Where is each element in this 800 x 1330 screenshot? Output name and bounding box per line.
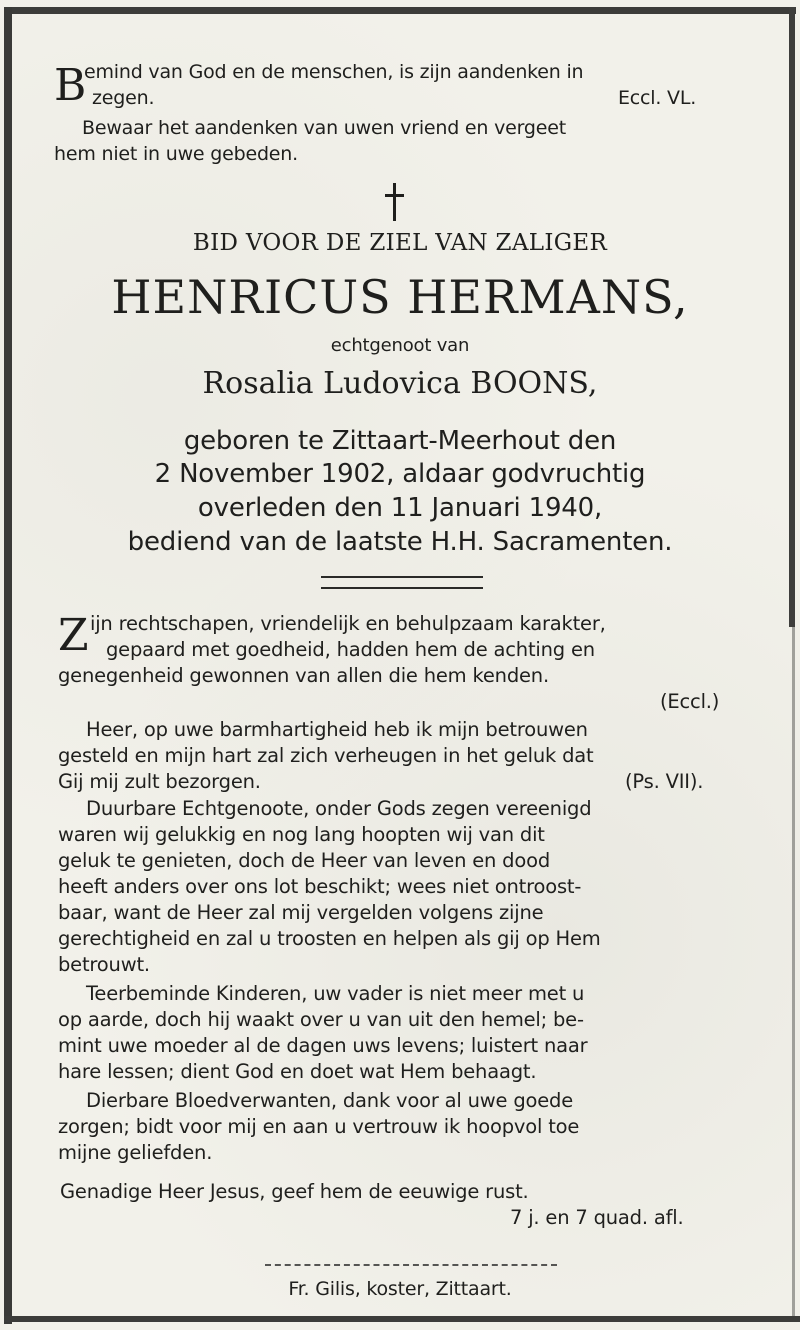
cross-icon <box>384 181 406 225</box>
paragraph-1-reference: (Eccl.) <box>660 690 720 713</box>
opening-line-3: Bewaar het aandenken van uwen vriend en vergeet <box>82 117 566 139</box>
opening-line-2: zegen. <box>92 87 155 109</box>
paragraph-2-line-1: Heer, op uwe barmhartigheid heb ik mijn betrouwen <box>86 718 588 741</box>
divider-bottom <box>321 587 483 589</box>
paragraph-3-line-6: gerechtigheid en zal u troosten en helpen als gij op Hem <box>58 927 601 950</box>
border-left <box>4 7 12 1324</box>
printer-credit: Fr. Gilis, koster, Zittaart. <box>288 1278 512 1300</box>
paragraph-4-line-1: Teerbeminde Kinderen, uw vader is niet meer met u <box>86 982 585 1005</box>
paragraph-4-line-3: mint uwe moeder al de dagen uws levens; luistert naar <box>58 1034 588 1057</box>
paragraph-1-line-3: genegenheid gewonnen van allen die hem kenden. <box>58 664 549 687</box>
paragraph-5-line-2: zorgen; bidt voor mij en aan u vertrouw ik hoopvol toe <box>58 1115 580 1138</box>
spouse-name: Rosalia Ludovica BOONS, <box>202 366 598 401</box>
paragraph-1-line-1: ijn rechtschapen, vriendelijk en behulpzaam karakter, <box>90 612 606 635</box>
paragraph-2-reference: (Ps. VII). <box>625 770 704 793</box>
body-dropcap: Z <box>58 610 89 661</box>
birth-date-line: 2 November 1902, aldaar godvruchtig <box>154 459 646 489</box>
paragraph-4-line-2: op aarde, doch hij waakt over u van uit den hemel; be- <box>58 1008 584 1031</box>
death-date-line: overleden den 11 Januari 1940, <box>197 493 603 523</box>
paragraph-1-line-2: gepaard met goedheid, hadden hem de achting en <box>106 638 595 661</box>
sacraments-line: bediend van de laatste H.H. Sacramenten. <box>127 527 673 557</box>
paragraph-3-line-5: baar, want de Heer zal mij vergelden volgens zijne <box>58 901 544 924</box>
paragraph-3-line-1: Duurbare Echtgenoote, onder Gods zegen vereenigd <box>86 797 592 820</box>
paragraph-5-line-3: mijne geliefden. <box>58 1141 213 1164</box>
paragraph-3-line-2: waren wij gelukkig en nog lang hoopten wij van dit <box>58 823 545 846</box>
deceased-name: HENRICUS HERMANS, <box>111 270 689 324</box>
border-top <box>4 7 796 14</box>
indulgence-note: 7 j. en 7 quad. afl. <box>510 1206 684 1229</box>
paragraph-3-line-3: geluk te genieten, doch de Heer van leven en dood <box>58 849 550 872</box>
relation-label: echtgenoot van <box>330 335 470 356</box>
paragraph-2-line-3: Gij mij zult bezorgen. <box>58 770 261 793</box>
paragraph-3-line-7: betrouwt. <box>58 953 150 976</box>
opening-reference: Eccl. VL. <box>618 87 697 109</box>
paragraph-2-line-2: gesteld en mijn hart zal zich verheugen in het geluk dat <box>58 744 594 767</box>
closing-prayer: Genadige Heer Jesus, geef hem de eeuwige rust. <box>60 1180 529 1203</box>
footer-divider <box>265 1264 557 1266</box>
prayer-heading: BID VOOR DE ZIEL VAN ZALIGER <box>192 230 608 256</box>
birth-line: geboren te Zittaart-Meerhout den <box>183 426 617 456</box>
border-right-faded <box>792 627 795 1317</box>
opening-dropcap: B <box>54 60 87 111</box>
border-bottom <box>4 1316 800 1322</box>
paragraph-3-line-4: heeft anders over ons lot beschikt; wees niet ontroost- <box>58 875 582 898</box>
paragraph-5-line-1: Dierbare Bloedverwanten, dank voor al uwe goede <box>86 1089 574 1112</box>
opening-line-1: emind van God en de menschen, is zijn aandenken in <box>84 61 584 83</box>
opening-line-4: hem niet in uwe gebeden. <box>54 143 298 165</box>
divider-top <box>321 576 483 578</box>
paragraph-4-line-4: hare lessen; dient God en doet wat Hem behaagt. <box>58 1060 537 1083</box>
